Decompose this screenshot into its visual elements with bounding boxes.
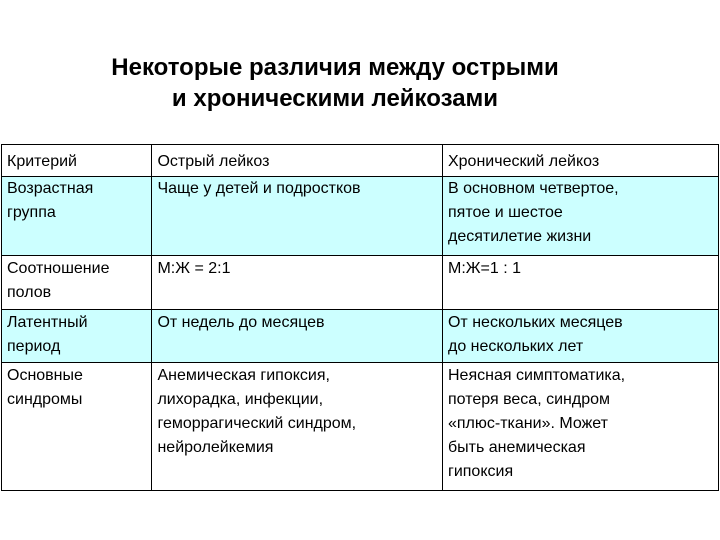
- table-row-sex-ratio: [2, 256, 719, 310]
- table-header-row: [2, 145, 719, 177]
- cell-acute: М:Ж = 2:1: [152, 256, 443, 310]
- table-row-latent-period: [2, 310, 719, 363]
- title-line-1: Некоторые различия между острыми: [111, 54, 559, 81]
- table-row-age-group: [2, 177, 719, 256]
- cell-acute: Анемическая гипоксия, лихорадка, инфекции, геморрагический синдром, нейролейкемия: [152, 363, 443, 491]
- comparison-table: [1, 144, 719, 491]
- cell-criterion: Соотношение полов: [2, 256, 152, 310]
- title-line-2: и хроническими лейкозами: [171, 85, 499, 112]
- cell-criterion: Латентный период: [2, 310, 152, 363]
- slide-title: [0, 52, 670, 114]
- cell-chronic: Неясная симптоматика, потеря веса, синдром «плюс-ткани». Может быть анемическая гипоксия: [442, 363, 718, 491]
- table-row-main-syndromes: [2, 363, 719, 491]
- header-acute: Острый лейкоз: [152, 145, 443, 177]
- cell-chronic: От нескольких месяцев до нескольких лет: [442, 310, 718, 363]
- cell-chronic: М:Ж=1 : 1: [442, 256, 718, 310]
- cell-acute: От недель до месяцев: [152, 310, 443, 363]
- cell-chronic: В основном четвертое, пятое и шестое десятилетие жизни: [442, 177, 718, 256]
- cell-acute: Чаще у детей и подростков: [152, 177, 443, 256]
- header-chronic: Хронический лейкоз: [442, 145, 718, 177]
- header-criterion: Критерий: [2, 145, 152, 177]
- cell-criterion: Основные синдромы: [2, 363, 152, 491]
- cell-criterion: Возрастная группа: [2, 177, 152, 256]
